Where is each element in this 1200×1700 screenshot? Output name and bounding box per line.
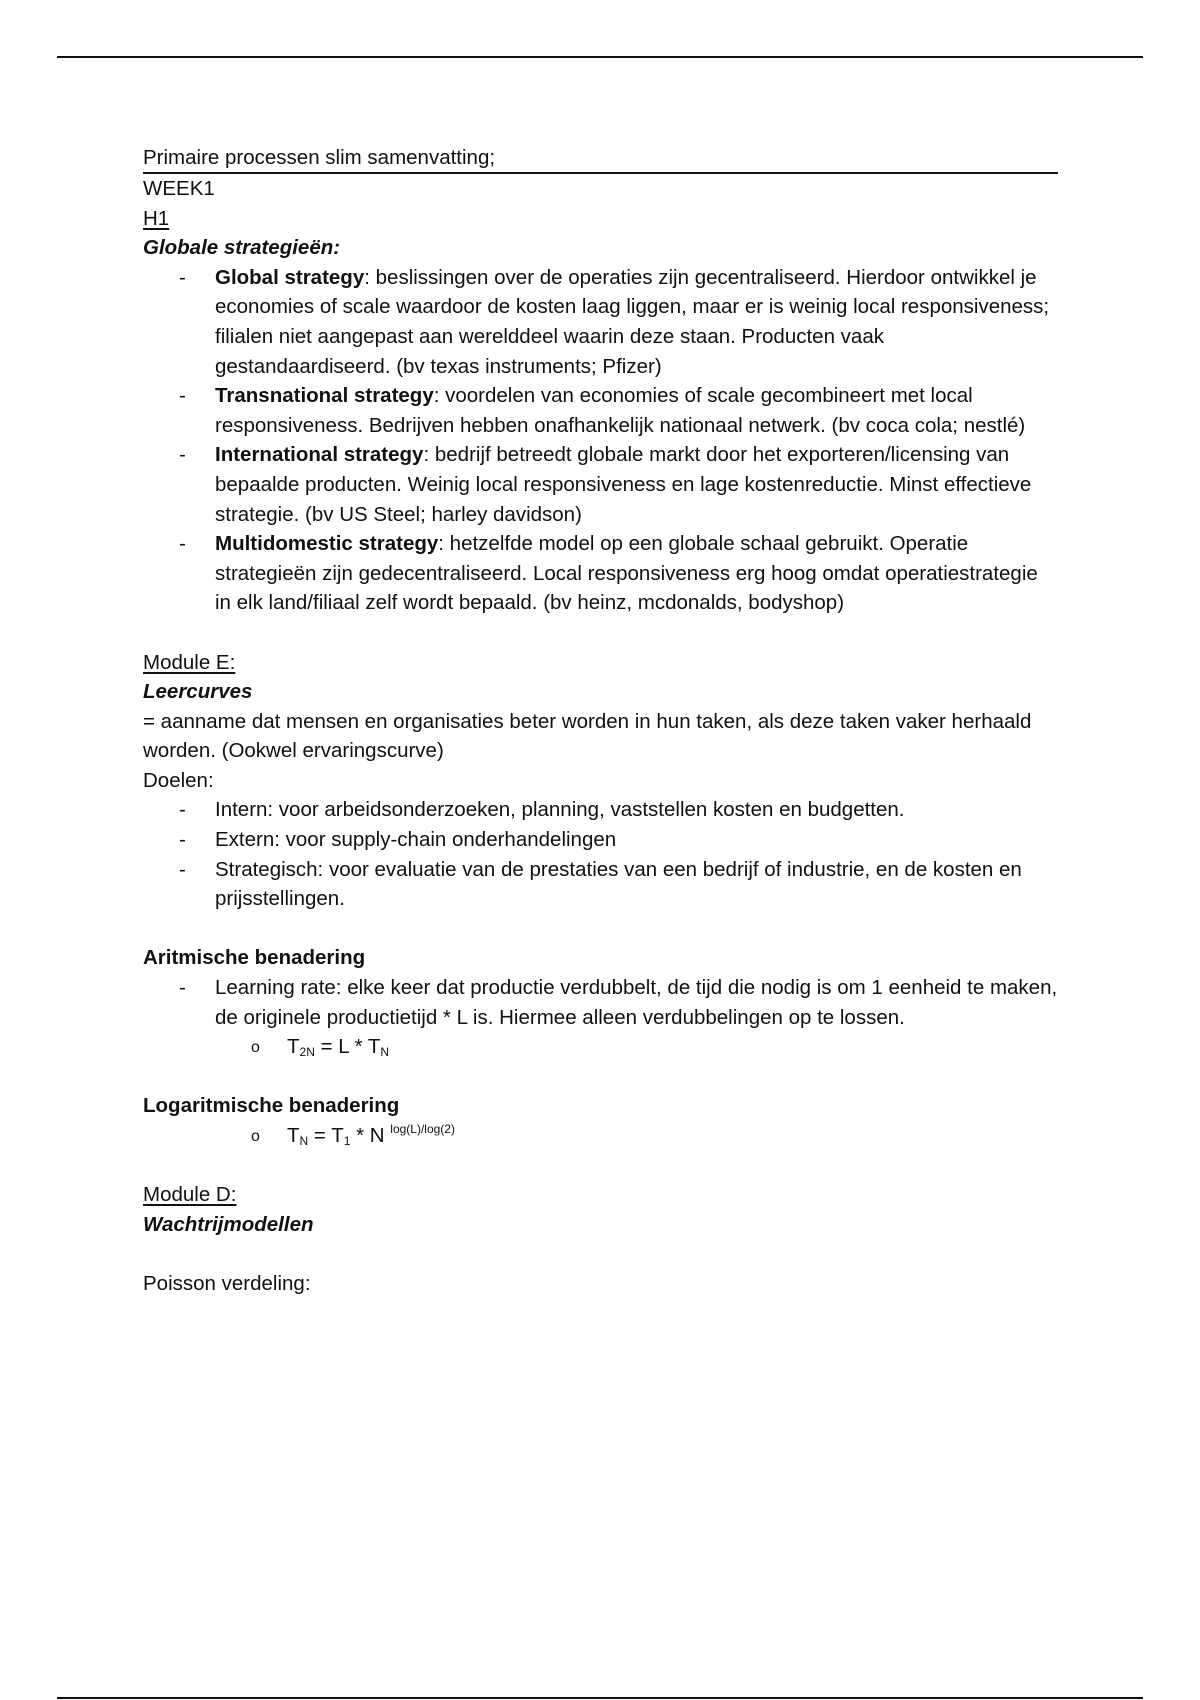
formula-item [143,1121,1058,1151]
goal-text: Intern: voor arbeidsonderzoeken, planning, vaststellen kosten en budgetten. [215,798,905,822]
dash-bullet: - [179,857,186,881]
dash-bullet: - [179,265,186,289]
section-heading-globale-strategieen: Globale strategieën: [143,236,341,260]
list-item [143,825,1058,855]
dash-bullet: - [179,798,186,822]
section-heading-leercurves: Leercurves [143,680,253,704]
spacer [143,914,1058,944]
goals-label: Doelen: [143,768,214,792]
circle-bullet: o [251,1039,260,1057]
list-item [143,855,1058,914]
list-item [143,440,1058,529]
dash-bullet: - [179,828,186,852]
list-item [143,381,1058,440]
list-item [143,973,1058,1032]
spacer [143,1151,1058,1181]
arithmetic-formula-list [143,1032,1058,1062]
spacer [143,1239,1058,1269]
list-item [143,795,1058,825]
spacer [143,1062,1058,1092]
dash-bullet: - [179,532,186,556]
term-description: : voordelen van economies of scale gecombineert met local responsiveness. Bedrijven hebben onafhankelijk nationaal netwerk. (bv coca cola; nestlé) [215,384,1026,437]
learning-rate-text: Learning rate: elke keer dat productie verdubbelt, de tijd die nodig is om 1 eenheid te maken, de originele productietijd * L is. Hiermee alleen verdubbelingen op te lossen. [215,976,1058,1029]
module-e-label: Module E: [143,650,236,674]
term-description: : bedrijf betreedt globale markt door het exporteren/licensing van bepaalde producten. Weinig local responsiveness en lage kostenreductie. Minst effectieve strategie. (bv US Steel; harley davidson) [215,443,1032,526]
formula-item [143,1032,1058,1062]
list-item [143,263,1058,381]
formula-logarithmic: $T_N = T_1 * N$ $^{log(L)/log(2)}$ [287,1122,455,1148]
arithmetic-list [143,973,1058,1032]
leercurves-definition: = aanname dat mensen en organisaties beter worden in hun taken, als deze taken vaker herhaald worden. (Ookwel ervaringscurve) [143,709,1032,763]
page-top-rule [57,56,1143,58]
strategy-list [143,263,1058,618]
dash-bullet: - [179,443,186,467]
term-description: : hetzelfde model op een globale schaal gebruikt. Operatie strategieën zijn gedecentraliseerd. Local responsiveness erg hoog omdat operatiestrategie in elk land/filiaal zelf wordt bepaald. (bv heinz, mcdonalds, bodyshop) [215,532,1038,615]
list-item [143,529,1058,618]
goal-text: Strategisch: voor evaluatie van de prestaties van een bedrijf of industrie, en de kosten en prijsstellingen. [215,857,1022,911]
log-formula-list [143,1121,1058,1151]
poisson-label: Poisson verdeling: [143,1271,311,1295]
chapter-label: H1 [143,206,170,230]
section-heading-wachtrijmodellen: Wachtrijmodellen [143,1212,314,1236]
dash-bullet: - [179,384,186,408]
term: Transnational strategy [215,384,434,408]
spacer [143,618,1058,648]
circle-bullet: o [251,1128,260,1145]
goals-list [143,795,1058,913]
formula-arithmetic: $T_{2N} = L * T_N$ [287,1035,390,1060]
term: Global strategy [215,265,365,289]
page-bottom-rule [57,1697,1143,1699]
dash-bullet: - [179,976,186,1000]
document-body [143,143,1058,1299]
goal-text: Extern: voor supply-chain onderhandelingen [215,828,617,852]
term-description: : beslissingen over de operaties zijn gecentraliseerd. Hierdoor ontwikkel je economies of scale waardoor de kosten laag liggen, maar er is weinig local responsiveness; filialen niet aangepast aan werelddeel waarin deze staan. Producten vaak gestandaardiseerd. (bv texas instruments; Pfizer) [215,265,1050,378]
module-d-label: Module D: [143,1183,237,1207]
term: Multidomestic strategy [215,532,439,556]
week-label: WEEK1 [143,177,215,200]
term: International strategy [215,443,424,467]
section-heading-logaritmische: Logaritmische benadering [143,1094,400,1118]
document-title: Primaire processen slim samenvatting; [143,143,1058,174]
section-heading-aritmische: Aritmische benadering [143,946,366,970]
